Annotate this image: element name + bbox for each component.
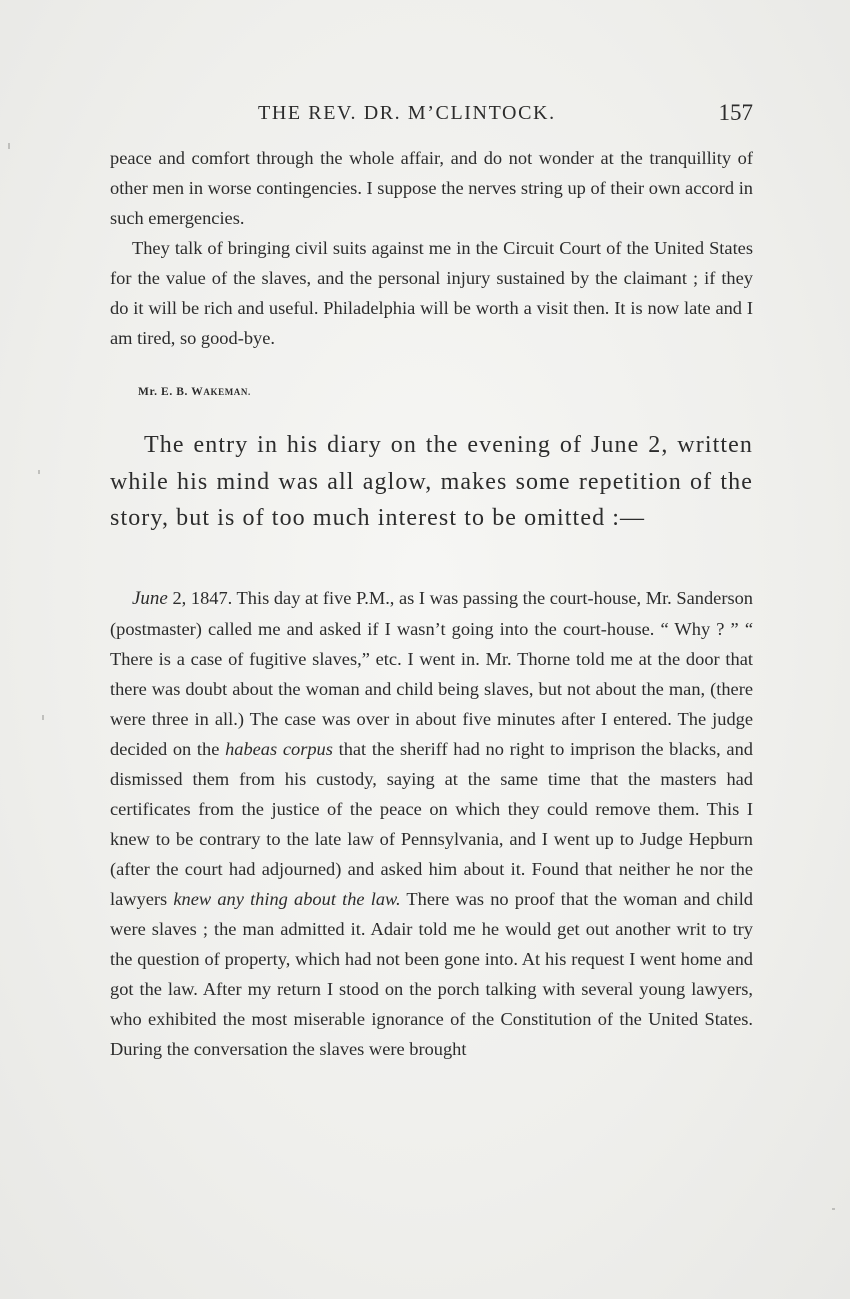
- margin-mark: [42, 715, 44, 720]
- running-title: THE REV. DR. M’CLINTOCK.: [258, 102, 556, 124]
- diary-text: There was no proof that the woman and child were slaves ; the man admitted it. Adair told me he would get out another writ to try the question of property, which had not been gone into. At his request I went home and got the law. After my return I stood on the porch talking with several young lawyers, who exhibited the most miserable ignorance of the Constitution of the United States. During the conversation the slaves were brought: [110, 889, 754, 1059]
- margin-mark: [8, 143, 10, 149]
- margin-mark: [38, 470, 40, 474]
- diary-text: that the sheriff had no right to imprison the blacks, and dismissed them from his custody, saying at the same time that the masters had certificates from the justice of the peace on which they could remove them. This I knew to be contrary to the late law of Pennsylvania, and I went up to Judge Hepburn (after the court had adjourned) and asked him about it. Found that neither he nor the lawyers: [110, 739, 753, 909]
- signature-rest: AKEMAN.: [203, 387, 251, 397]
- diary-entry: [110, 583, 753, 1064]
- signature-prefix: Mr. E. B. W: [138, 386, 204, 398]
- letter-paragraph: They talk of bringing civil suits against me in the Circuit Court of the United States for the value of the slaves, and the personal injury sustained by the claimant ; if they do it will be rich and useful. Philadelphia will be worth a visit then. It is now late and I am tired, so good-bye.: [110, 238, 753, 348]
- diary-text: This day at five P.M., as I was passing the court-house, Mr. Sanderson (postmaster) called me and asked if I wasn’t going into the court-house. “ Why ? ” “ There is a case of fugitive slaves,” etc. I went in. Mr. Thorne told me at the door that there was doubt about the woman and child being slaves, but not about the man, (there were three in all.) The case was over in about five minutes after I entered. The judge decided on the: [110, 588, 754, 759]
- page-number: 157: [718, 100, 753, 125]
- letter-signature: [138, 386, 251, 398]
- emphasis-text: knew any thing about the law.: [173, 889, 401, 909]
- narrative-paragraph: The entry in his diary on the evening of June 2, written while his mind was all aglow, makes some repetition of the story, but is of too much interest to be omitted :—: [110, 432, 753, 531]
- diary-date-rest: 2, 1847.: [167, 588, 233, 608]
- letter-paragraph: peace and comfort through the whole affair, and do not wonder at the tranquillity of other men in worse contingencies. I suppose the nerves string up of their own accord in such emergencies.: [110, 148, 753, 228]
- diary-paragraph: [110, 583, 753, 1064]
- emphasis-text: habeas corpus: [225, 739, 333, 759]
- running-head: [110, 100, 753, 130]
- margin-mark: [832, 1208, 835, 1210]
- letter-excerpt: [110, 143, 753, 353]
- diary-date: June: [132, 588, 168, 609]
